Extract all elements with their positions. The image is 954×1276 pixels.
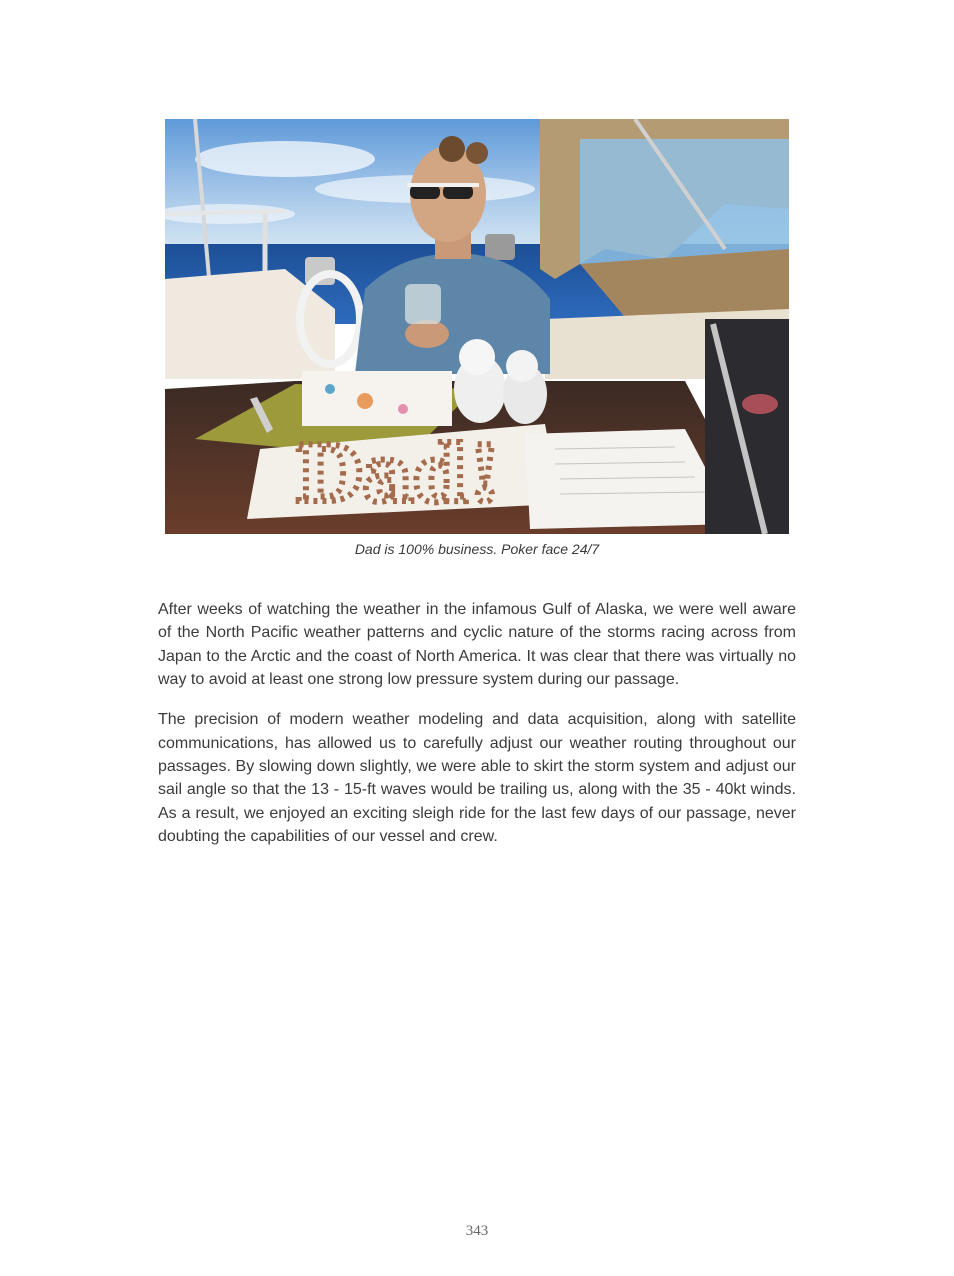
page-number: 343 [465, 1223, 489, 1239]
sailboat-cockpit-photo [165, 119, 789, 534]
paragraph: After weeks of watching the weather in the infamous Gulf of Alaska, we were well aware of the North Pacific weather patterns and cyclic nature of the storms racing across from Japan to the Arctic and the coast of North America. It was clear that there was virtually no way to avoid at least one strong low pressure system during our passage. [158, 601, 796, 689]
body-text [158, 598, 796, 865]
svg-text:Dad!: Dad! [295, 429, 502, 520]
figure-caption: Dad is 100% business. Poker face 24/7 [354, 541, 600, 557]
paragraph: The precision of modern weather modeling and data acquisition, along with satellite communications, has allowed us to carefully adjust our weather routing throughout our passages. By slowing down slightly, we were able to skirt the storm system and adjust our sail angle so that the 13 - 15-ft waves would be trailing us, along with the 35 - 40kt winds. As a result, we enjoyed an exciting sleigh ride for the last few days of our passage, never doubting the capabilities of our vessel and crew. [158, 711, 796, 846]
